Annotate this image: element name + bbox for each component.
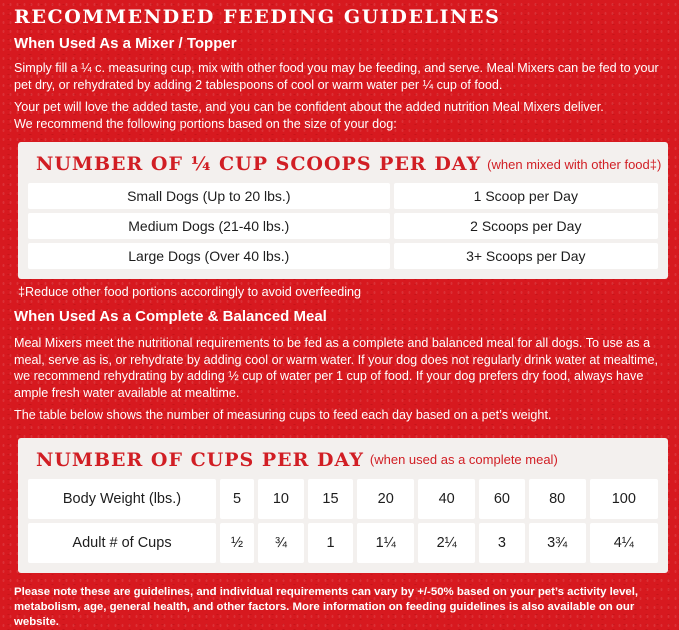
page-title: RECOMMENDED FEEDING GUIDELINES	[14, 6, 501, 28]
weight-cell: 60	[479, 479, 525, 519]
complete-meal-paragraph-1: Meal Mixers meet the nutritional requirements to be fed as a complete and balanced meal for all dogs. To use as a meal, serve as is, or rehydrate by adding cool or warm water. If your dog does not regularly drink water at mealtime, we recommend rehydrating by adding ½ cup of water per 1 cup of food. If your dog prefers dry food, always have ample fresh water available at mealtime.	[14, 336, 658, 400]
cups-cell: ¾	[258, 523, 304, 563]
weight-cell: 10	[258, 479, 304, 519]
scoops-table-subtitle: (when mixed with other food‡)	[487, 156, 662, 172]
table-row	[28, 183, 658, 209]
overfeeding-footnote: ‡Reduce other food portions accordingly to avoid overfeeding	[18, 285, 362, 299]
cups-cell: 1¼	[357, 523, 414, 563]
mixer-instructions	[14, 60, 674, 93]
scoop-amount-cell: 1 Scoop per Day	[394, 183, 658, 209]
body-weight-label: Body Weight (lbs.)	[28, 479, 216, 519]
cups-table-heading	[24, 443, 662, 477]
cups-cell: 2¼	[418, 523, 475, 563]
scoop-amount-cell: 3+ Scoops per Day	[394, 243, 658, 269]
weight-cell: 80	[529, 479, 586, 519]
cups-table-box	[18, 438, 668, 573]
mixer-paragraph-1: Simply fill a ¼ c. measuring cup, mix with other food you may be feeding, and serve. Meal Mixers can be fed to your pet dry, or rehydrated by adding 2 tablespoons of cool or warm water per ¼ cup of food.	[14, 61, 659, 92]
adult-cups-label: Adult # of Cups	[28, 523, 216, 563]
cups-table	[24, 475, 662, 567]
table-row	[28, 479, 658, 519]
fine-print: Please note these are guidelines, and individual requirements can vary by +/-50% based on your pet’s activity level, metabolism, age, general health, and other factors. More information on feeding guidelines is also available on our website.	[14, 585, 639, 628]
cups-cell: 3¾	[529, 523, 586, 563]
scoops-table-box	[18, 142, 668, 279]
cups-cell: ½	[220, 523, 254, 563]
dog-size-cell: Large Dogs (Over 40 lbs.)	[28, 243, 390, 269]
cups-cell: 3	[479, 523, 525, 563]
weight-cell: 40	[418, 479, 475, 519]
complete-meal-heading: When Used As a Complete & Balanced Meal	[14, 308, 327, 325]
feeding-guidelines-panel	[12, 0, 672, 630]
weight-cell: 5	[220, 479, 254, 519]
complete-meal-instructions	[14, 335, 674, 401]
mixer-paragraph-2-line-2: We recommend the following portions based on the size of your dog:	[14, 116, 397, 131]
dog-size-cell: Small Dogs (Up to 20 lbs.)	[28, 183, 390, 209]
scoops-table	[24, 179, 662, 273]
cups-table-subtitle: (when used as a complete meal)	[369, 452, 558, 467]
weight-cell: 15	[308, 479, 354, 519]
mixer-heading: When Used As a Mixer / Topper	[14, 35, 237, 52]
weight-cell: 20	[357, 479, 414, 519]
scoop-amount-cell: 2 Scoops per Day	[394, 213, 658, 239]
scoops-table-heading	[24, 147, 662, 181]
cups-cell: 4¼	[590, 523, 658, 563]
table-row	[28, 523, 658, 563]
complete-meal-paragraph-2: The table below shows the number of measuring cups to feed each day based on a pet’s weight.	[14, 408, 552, 422]
cups-cell: 1	[308, 523, 354, 563]
mixer-recommendation	[14, 99, 674, 132]
complete-meal-table-intro	[14, 407, 674, 424]
cups-table-title: NUMBER OF CUPS PER DAY	[36, 448, 364, 471]
table-row	[28, 213, 658, 239]
scoops-table-title: NUMBER OF ¼ CUP SCOOPS PER DAY	[36, 153, 482, 175]
weight-cell: 100	[590, 479, 658, 519]
dog-size-cell: Medium Dogs (21-40 lbs.)	[28, 213, 390, 239]
mixer-paragraph-2-line-1: Your pet will love the added taste, and you can be confident about the added nutrition Meal Mixers deliver.	[14, 100, 604, 114]
table-row	[28, 243, 658, 269]
